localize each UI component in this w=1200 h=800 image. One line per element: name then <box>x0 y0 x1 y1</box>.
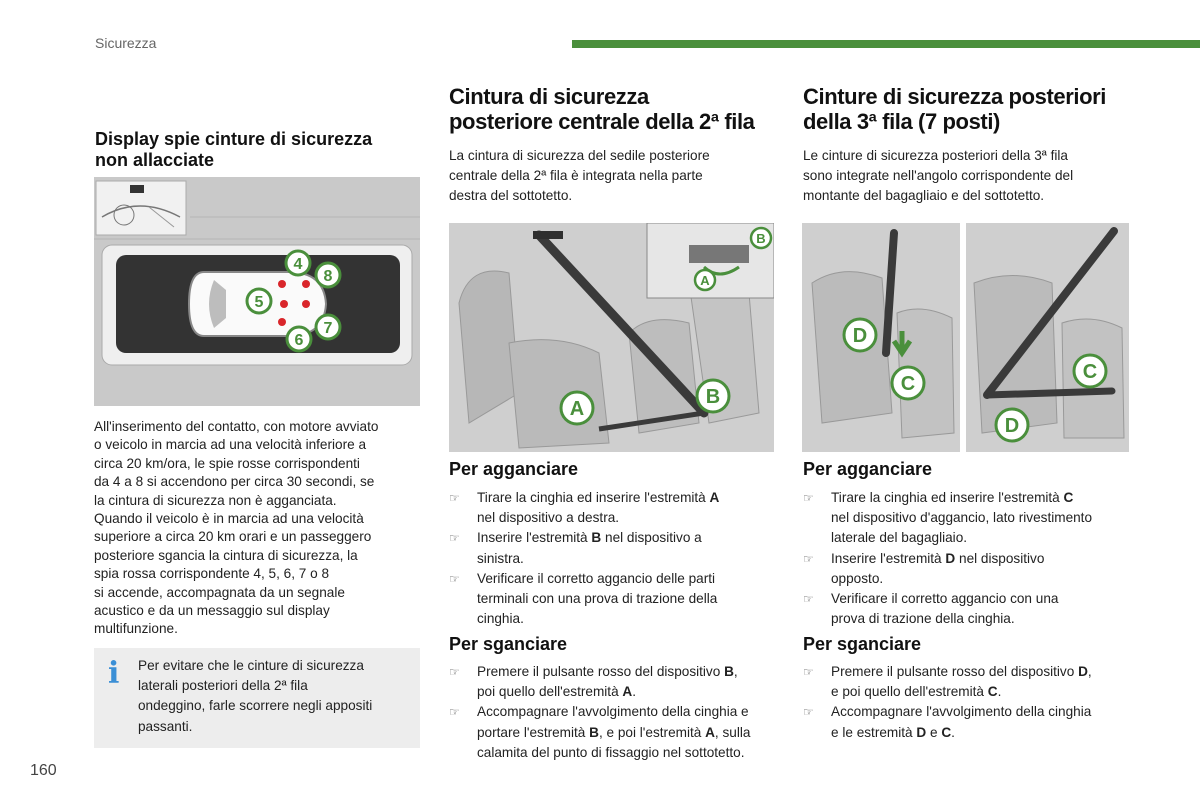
body-line: da 4 a 8 si accendono per circa 30 secondi, se <box>94 474 375 490</box>
pointer-icon: ☞ <box>803 551 814 566</box>
list-item: ☞ Tirare la cinghia ed inserire l'estremità C nel dispositivo d'aggancio, lato rivestimento laterale del bagagliaio. <box>803 490 1093 546</box>
center-belt-illustration <box>449 223 774 452</box>
pointer-icon: ☞ <box>449 705 460 720</box>
col1-title-line2: non allacciate <box>95 150 215 170</box>
col2-release-heading: Per sganciare <box>449 634 568 654</box>
svg-text:7: 7 <box>323 320 333 337</box>
pointer-icon: ☞ <box>449 531 460 546</box>
body-line: o veicolo in marcia ad una velocità inferiore a <box>94 437 367 453</box>
list-item: ☞ Inserire l'estremità B nel dispositivo a sinistra. <box>449 530 702 566</box>
col2-title-line2: posteriore centrale della 2ª fila <box>449 109 755 134</box>
info-text <box>138 656 408 737</box>
list-item: ☞ Verificare il corretto aggancio delle parti terminali con una prova di trazione della cinghia. <box>449 570 718 627</box>
callout-5 <box>247 289 271 313</box>
svg-text:D: D <box>852 325 868 347</box>
seatbelt-display-illustration <box>94 177 420 406</box>
col3-title-line1: Cinture di sicurezza posteriori <box>803 84 1107 109</box>
pointer-icon: ☞ <box>449 571 460 586</box>
col2-attach-heading: Per agganciare <box>449 459 579 479</box>
col2-intro <box>449 146 779 206</box>
callout-b <box>697 380 729 412</box>
col2-release-steps <box>449 662 789 763</box>
list-item: ☞ Accompagnare l'avvolgimento della cinghia e le estremità D e C. <box>803 704 1092 740</box>
warning-light-4 <box>278 280 286 288</box>
list-item: ☞ Premere il pulsante rosso del dispositivo B, poi quello dell'estremità A. <box>449 664 738 700</box>
callout-4 <box>286 251 310 275</box>
info-line: ondeggino, farle scorrere negli appositi <box>138 698 373 714</box>
intro-line: Le cinture di sicurezza posteriori della 3ª fila <box>803 148 1068 163</box>
col2-title <box>449 84 789 134</box>
callout-6 <box>287 327 311 351</box>
svg-text:A: A <box>569 398 585 420</box>
col1-title <box>95 129 425 171</box>
svg-text:C: C <box>1082 361 1098 383</box>
page-number: 160 <box>30 762 57 779</box>
col2-attach-steps <box>449 488 779 629</box>
info-line: Per evitare che le cinture di sicurezza <box>138 658 364 673</box>
col2-title-line1: Cintura di sicurezza <box>449 84 649 109</box>
intro-line: montante del bagagliaio e del sottotetto. <box>803 188 1045 203</box>
list-item: ☞ Inserire l'estremità D nel dispositivo opposto. <box>803 550 1045 586</box>
list-item: ☞ Tirare la cinghia ed inserire l'estremità A nel dispositivo a destra. <box>449 490 720 526</box>
svg-text:6: 6 <box>294 332 304 349</box>
body-line: multifunzione. <box>94 621 178 637</box>
warning-light-8 <box>302 280 310 288</box>
body-line: All'inserimento del contatto, con motore avviato <box>94 419 379 434</box>
svg-text:D: D <box>1004 415 1020 437</box>
body-line: circa 20 km/ora, le spie rosse corrispondenti <box>94 455 360 471</box>
info-box <box>94 648 420 748</box>
callout-7 <box>316 315 340 339</box>
body-line: superiore a circa 20 km orari e un passeggero <box>94 529 372 545</box>
info-icon: i <box>108 656 120 691</box>
svg-text:8: 8 <box>323 268 333 285</box>
intro-line: sono integrate nell'angolo corrispondente del <box>803 168 1074 183</box>
callout-8 <box>316 263 340 287</box>
intro-line: La cintura di sicurezza del sedile posteriore <box>449 148 710 163</box>
pointer-icon: ☞ <box>449 665 460 679</box>
body-line: spia rossa corrispondente 4, 5, 6, 7 o 8 <box>94 566 330 582</box>
info-line: laterali posteriori della 2ª fila <box>138 678 308 694</box>
svg-text:5: 5 <box>254 294 264 311</box>
pointer-icon: ☞ <box>449 491 460 505</box>
third-row-belt-figure <box>802 223 1129 452</box>
svg-text:4: 4 <box>293 256 303 273</box>
col3-intro <box>803 146 1143 206</box>
body-line: la cintura di sicurezza non è agganciata. <box>94 492 337 508</box>
intro-line: destra del sottotetto. <box>449 188 573 203</box>
section-accent-bar <box>572 40 1200 48</box>
col1-body <box>94 418 424 639</box>
third-row-belt-illustration <box>802 223 1129 452</box>
intro-line: centrale della 2ª fila è integrata nella parte <box>449 168 703 183</box>
col3-release-steps <box>803 662 1163 743</box>
body-line: Quando il veicolo è in marcia ad una velocità <box>94 511 364 527</box>
inset-detail <box>647 223 774 298</box>
callout-d-left <box>844 319 876 351</box>
pointer-icon: ☞ <box>803 705 814 720</box>
warning-light-5 <box>280 300 288 308</box>
callout-c-right <box>1074 355 1106 387</box>
col3-title-line2: della 3ª fila (7 posti) <box>803 109 1000 134</box>
callout-c-left <box>892 367 924 399</box>
pointer-icon: ☞ <box>803 665 814 679</box>
body-line: si accende, accompagnata da un segnale <box>94 584 345 600</box>
col3-title <box>803 84 1163 134</box>
seatbelt-display-figure <box>94 177 420 406</box>
pointer-icon: ☞ <box>803 491 814 505</box>
center-belt-figure <box>449 223 774 452</box>
section-label: Sicurezza <box>95 35 157 51</box>
body-line: posteriore sgancia la cintura di sicurezza, la <box>94 547 358 563</box>
warning-light-7 <box>302 300 310 308</box>
col1-title-line1: Display spie cinture di sicurezza <box>95 129 373 149</box>
svg-text:B: B <box>705 386 721 408</box>
list-item: ☞ Verificare il corretto aggancio con una prova di trazione della cinghia. <box>803 591 1059 627</box>
svg-text:C: C <box>900 373 916 395</box>
svg-text:A: A <box>700 273 710 288</box>
callout-d-right <box>996 409 1028 441</box>
col3-attach-steps <box>803 488 1163 629</box>
list-item: ☞ Accompagnare l'avvolgimento della cinghia e portare l'estremità B, e poi l'estremità A, sulla calamita del punto di fissaggio nel sottotetto. <box>449 704 751 760</box>
callout-a <box>561 392 593 424</box>
warning-light-6 <box>278 318 286 326</box>
list-item: ☞ Premere il pulsante rosso del dispositivo D, e poi quello dell'estremità C. <box>803 664 1092 700</box>
pointer-icon: ☞ <box>803 592 814 607</box>
col3-attach-heading: Per agganciare <box>803 459 933 479</box>
col3-release-heading: Per sganciare <box>803 634 922 654</box>
info-line: passanti. <box>138 718 193 734</box>
svg-text:B: B <box>756 231 766 246</box>
dashboard-thumbnail <box>96 181 186 235</box>
body-line: acustico e da un messaggio sul display <box>94 603 330 619</box>
